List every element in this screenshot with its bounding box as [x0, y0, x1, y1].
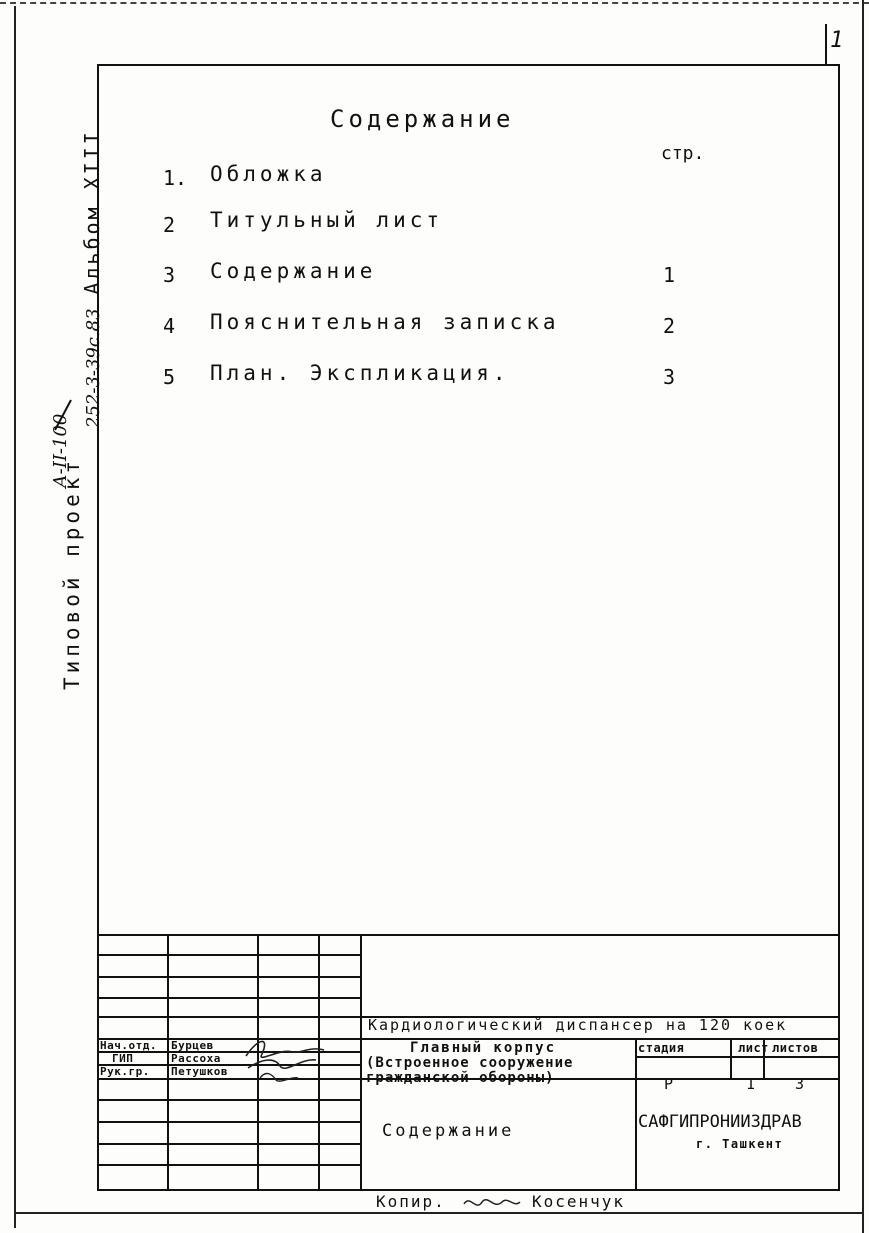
sheets-value: 3 [795, 1075, 807, 1093]
row-title: Титульный лист [210, 208, 444, 232]
stage-label: стадия [638, 1041, 685, 1055]
row-title: Содержание [210, 259, 377, 283]
signature-marks [240, 1030, 360, 1085]
role: Нач.отд. [100, 1039, 157, 1052]
copy-signature [460, 1190, 524, 1214]
sheet-label: лист [738, 1041, 769, 1055]
role: ГИП [112, 1052, 134, 1065]
page-column-label: стр. [661, 143, 705, 164]
copy-name: Косенчук [532, 1192, 626, 1211]
row-number: 3 [163, 263, 176, 287]
top-border [0, 2, 869, 4]
object-line-1: Главный корпус [410, 1040, 557, 1056]
side-label: Типовой проект [60, 456, 84, 690]
copy-label: Копир. [376, 1192, 446, 1211]
sheets-label: листов [772, 1041, 819, 1055]
project-name: Кардиологический диспансер на 120 коек [368, 1016, 788, 1034]
left-border [14, 6, 16, 1228]
row-title: План. Экспликация. [210, 361, 510, 385]
person-name: Бурцев [171, 1039, 214, 1052]
organization-city: г. Ташкент [696, 1137, 784, 1151]
side-code-top: А-II-100 [50, 413, 71, 488]
organization: САФГИПРОНИИЗДРАВ [638, 1112, 802, 1132]
row-number: 4 [163, 314, 176, 338]
contents-heading: Содержание [330, 105, 515, 133]
object-line-2: (Встроенное сооружение [366, 1055, 574, 1071]
side-code-bottom [80, 129, 104, 428]
object-line-3: гражданской обороны) [366, 1070, 555, 1086]
role: Рук.гр. [100, 1065, 150, 1078]
row-title: Пояснительная записка [210, 310, 560, 334]
sheet-number: 1 [830, 28, 844, 53]
row-number: 2 [163, 213, 176, 237]
row-number: 5 [163, 365, 176, 389]
row-page: 2 [663, 314, 676, 338]
row-number: 1. [163, 166, 188, 190]
person-name: Петушков [171, 1065, 228, 1078]
document-title: Содержание [382, 1121, 515, 1141]
row-page: 1 [663, 263, 676, 287]
person-name: Рассоха [171, 1052, 221, 1065]
row-title: Обложка [210, 162, 327, 186]
side-album: Альбом XIII [80, 129, 104, 295]
right-border [862, 0, 864, 1233]
side-code-bottom-text: 252-3-39с.83 [83, 308, 104, 428]
bottom-border [14, 1212, 864, 1214]
side-stamp [60, 457, 84, 690]
stage-value: Р [664, 1075, 676, 1093]
row-page: 3 [663, 365, 676, 389]
sheet-value: 1 [746, 1075, 758, 1093]
